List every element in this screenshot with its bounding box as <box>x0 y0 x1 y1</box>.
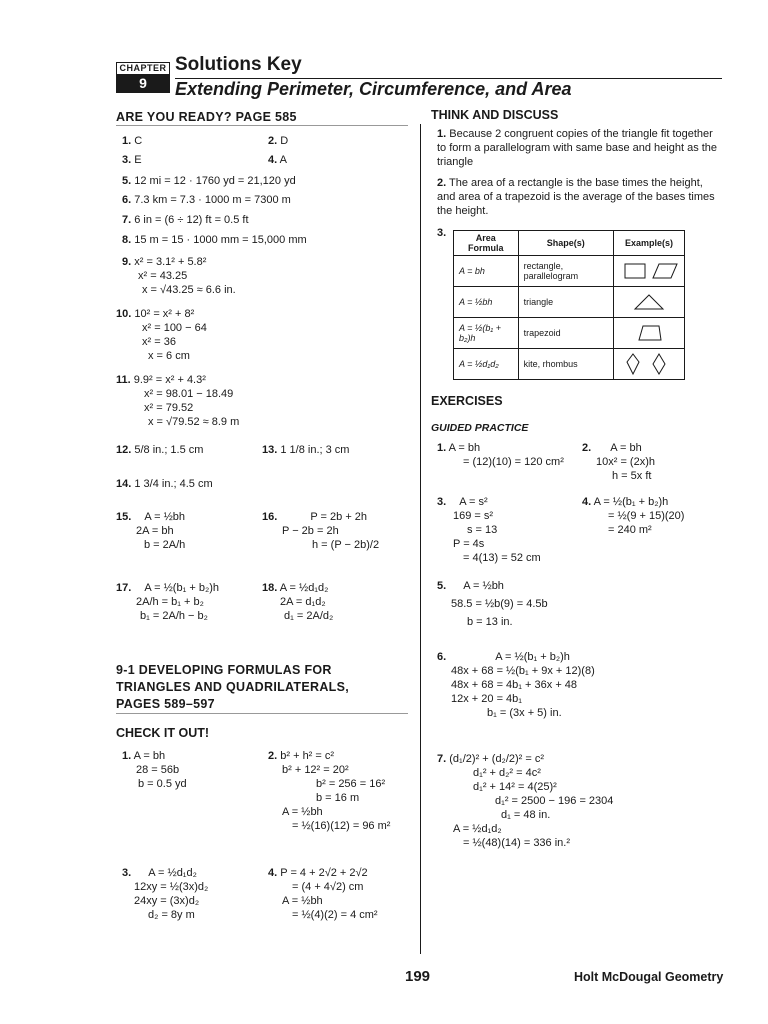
answer-17: 17. A = ½(b₁ + b₂)h 2A/h = b₁ + b₂ b₁ = 2A/h − b₂ <box>116 582 219 622</box>
answer-13: 13. 1 1/8 in.; 3 cm <box>262 444 350 456</box>
answer-15: 15. A = ½bh 2A = bh b = 2A/h <box>116 511 186 551</box>
kite-rhombus-icon <box>619 352 679 376</box>
shape-cell: trapezoid <box>518 318 613 349</box>
exercise-7: 7. (d₁/2)² + (d₂/2)² = c² d₁² + d₂² = 4c² d₁² + 14² = 4(25)² d₁² = 2500 − 196 = 2304 d₁ = 48 in. A = ½d₁d₂ = ½(48)(14) = 336 in.² <box>437 753 614 849</box>
column-divider <box>420 124 421 954</box>
section-exercises: EXERCISES <box>431 394 503 408</box>
example-cell <box>613 349 684 380</box>
table-row <box>454 318 685 349</box>
check-it-out-heading: CHECK IT OUT! <box>116 726 210 740</box>
answer-10: 10. 10² = x² + 8² x² = 100 − 64 x² = 36 x = 6 cm <box>116 308 207 362</box>
trapezoid-icon <box>619 322 679 344</box>
list-item: 3. E <box>122 154 142 166</box>
answer-18: 18. A = ½d₁d₂ 2A = d₁d₂ d₁ = 2A/d₂ <box>262 582 334 622</box>
shape-cell: kite, rhombus <box>518 349 613 380</box>
check-4: 4. P = 4 + 2√2 + 2√2 = (4 + 4√2) cm A = ½bh = ½(4)(2) = 4 cm² <box>268 867 378 921</box>
guided-practice-heading: GUIDED PRACTICE <box>431 422 529 434</box>
list-item: 1. C <box>122 135 143 147</box>
column-header: Shape(s) <box>518 231 613 256</box>
list-item: 8. 15 m = 15 · 1000 mm = 15,000 mm <box>122 234 307 246</box>
section-9-1: 9-1 DEVELOPING FORMULAS FOR TRIANGLES AND QUADRILATERALS, PAGES 589–597 <box>116 663 349 711</box>
table-row <box>454 287 685 318</box>
answer-16: 16. P = 2b + 2h P − 2b = 2h h = (P − 2b)/2 <box>262 511 380 551</box>
column-header: Area Formula <box>454 231 519 256</box>
list-item: 5. 12 mi = 12 · 1760 yd = 21,120 yd <box>122 175 296 187</box>
formula-cell: A = ½bh <box>454 287 519 318</box>
formula-cell: A = ½d₁d₂ <box>454 349 519 380</box>
chapter-label: CHAPTER <box>119 63 167 73</box>
area-formula-table <box>453 230 685 380</box>
answer-14: 14. 1 3/4 in.; 4.5 cm <box>116 478 213 490</box>
answer-11: 11. 9.9² = x² + 4.3² x² = 98.01 − 18.49 x² = 79.52 x = √79.52 ≈ 8.9 m <box>116 374 240 428</box>
section-divider <box>116 125 408 126</box>
discuss-3: 3. <box>437 227 447 239</box>
exercise-6: 6. A = ½(b₁ + b₂)h 48x + 68 = ½(b₁ + 9x + 12)(8) 48x + 68 = 4b₁ + 36x + 48 12x + 20 = 4b₁ b₁ = (3x + 5) in. <box>437 651 595 719</box>
answer-12: 12. 5/8 in.; 1.5 cm <box>116 444 204 456</box>
book-title: Holt McDougal Geometry <box>574 970 724 984</box>
list-item: 6. 7.3 km = 7.3 · 1000 m = 7300 m <box>122 194 291 206</box>
exercise-3: 3. A = s² 169 = s² s = 13 P = 4s = 4(13) = 52 cm <box>437 496 541 564</box>
triangle-icon <box>619 291 679 313</box>
section-are-you-ready: ARE YOU READY? PAGE 585 <box>116 110 297 124</box>
example-cell <box>613 256 684 287</box>
check-3: 3. A = ½d₁d₂ 12xy = ½(3x)d₂ 24xy = (3x)d₂ d₂ = 8y m <box>122 867 209 921</box>
check-1: 1. A = bh 28 = 56b b = 0.5 yd <box>122 750 187 790</box>
chapter-badge <box>116 62 170 93</box>
formula-cell: A = ½(b₁ + b₂)h <box>454 318 519 349</box>
section-divider <box>116 713 408 714</box>
exercise-5: 5. A = ½bh 58.5 = ½b(9) = 4.5b b = 13 in. <box>437 580 548 628</box>
discuss-2: 2. The area of a rectangle is the base times the height, and area of a trapezoid is the average of the bases times the height. <box>437 177 715 217</box>
table-row <box>454 256 685 287</box>
list-item: 7. 6 in = (6 ÷ 12) ft = 0.5 ft <box>122 214 249 226</box>
discuss-1: 1. Because 2 congruent copies of the triangle fit together to form a parallelogram with same base and height as the triangle <box>437 128 718 168</box>
section-think-and-discuss: THINK AND DISCUSS <box>431 108 559 122</box>
shape-cell: rectangle, parallelogram <box>518 256 613 287</box>
example-cell <box>613 318 684 349</box>
chapter-number: 9 <box>117 74 169 92</box>
column-header: Example(s) <box>613 231 684 256</box>
formula-cell: A = bh <box>454 256 519 287</box>
exercise-4: 4. A = ½(b₁ + b₂)h = ½(9 + 15)(20) = 240 m² <box>582 496 685 536</box>
page-number: 199 <box>405 968 431 985</box>
table-header-row <box>454 231 685 256</box>
table-row <box>454 349 685 380</box>
page-title: Solutions Key <box>175 54 302 75</box>
shape-cell: triangle <box>518 287 613 318</box>
list-item: 2. D <box>268 135 289 147</box>
page-subtitle: Extending Perimeter, Circumference, and Area <box>175 79 572 99</box>
exercise-2: 2. A = bh 10x² = (2x)h h = 5x ft <box>582 442 655 482</box>
example-cell <box>613 287 684 318</box>
list-item: 4. A <box>268 154 287 166</box>
answer-9: 9. x² = 3.1² + 5.8² x² = 43.25 x = √43.25 ≈ 6.6 in. <box>122 256 236 296</box>
check-2: 2. b² + h² = c² b² + 12² = 20² b² = 256 = 16² b = 16 m A = ½bh = ½(16)(12) = 96 m² <box>268 750 391 832</box>
rectangle-parallelogram-icon <box>619 260 679 282</box>
exercise-1: 1. A = bh = (12)(10) = 120 cm² <box>437 442 564 468</box>
